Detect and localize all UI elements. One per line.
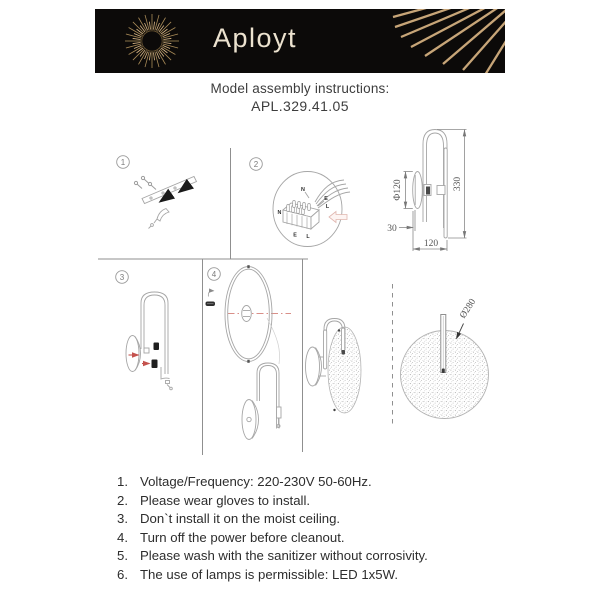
svg-text:2: 2 bbox=[253, 160, 259, 169]
svg-text:L: L bbox=[325, 204, 330, 210]
svg-text:Φ120: Φ120 bbox=[393, 179, 403, 201]
model-number: APL.329.41.05 bbox=[251, 98, 349, 114]
dimension-drawing bbox=[387, 130, 466, 252]
item-number: 4. bbox=[117, 529, 128, 545]
svg-text:3: 3 bbox=[119, 273, 125, 282]
list-item bbox=[117, 510, 428, 529]
step4-ring-drawing bbox=[206, 265, 292, 439]
list-item bbox=[117, 529, 428, 548]
svg-text:E: E bbox=[324, 196, 328, 202]
assembled-lamp-drawing bbox=[306, 319, 362, 414]
step1-bracket-drawing bbox=[134, 176, 196, 228]
item-number: 5. bbox=[117, 548, 128, 564]
svg-text:Ø280: Ø280 bbox=[458, 297, 479, 321]
step2-wiring-drawing bbox=[273, 172, 350, 247]
step4-badge bbox=[208, 268, 221, 281]
item-text: Turn off the power before cleanout. bbox=[140, 529, 345, 545]
svg-text:1: 1 bbox=[120, 158, 126, 167]
item-text: Voltage/Frequency: 220-230V 50-60Hz. bbox=[140, 474, 372, 489]
svg-text:L: L bbox=[306, 234, 310, 240]
instruction-list bbox=[117, 473, 428, 585]
svg-text:N: N bbox=[277, 210, 282, 216]
svg-text:N: N bbox=[301, 187, 305, 193]
item-number: 1. bbox=[117, 474, 128, 489]
list-item bbox=[117, 473, 428, 492]
list-item bbox=[117, 547, 428, 566]
step3-badge bbox=[116, 271, 129, 284]
item-text: Don`t install it on the moist ceiling. bbox=[140, 511, 341, 527]
svg-text:330: 330 bbox=[453, 176, 463, 192]
list-item bbox=[117, 492, 428, 511]
list-item bbox=[117, 566, 428, 585]
step3-lamp-drawing bbox=[126, 292, 172, 390]
step2-badge bbox=[250, 158, 263, 171]
step1-badge bbox=[117, 156, 130, 169]
svg-text:E: E bbox=[293, 232, 297, 239]
item-number: 2. bbox=[117, 492, 128, 508]
item-number: 3. bbox=[117, 511, 128, 527]
svg-text:120: 120 bbox=[423, 239, 439, 249]
brand-name: Aployt bbox=[213, 23, 298, 53]
page-title: Model assembly instructions: bbox=[210, 81, 390, 96]
item-text: Please wear gloves to install. bbox=[140, 492, 311, 508]
svg-text:4: 4 bbox=[211, 270, 217, 279]
item-text: The use of lamps is permissible: LED 1x5W. bbox=[140, 566, 398, 582]
svg-text:30: 30 bbox=[387, 224, 397, 234]
item-number: 6. bbox=[117, 566, 128, 582]
item-text: Please wash with the sanitizer without corrosivity. bbox=[140, 548, 428, 564]
shade-front-drawing bbox=[401, 297, 489, 418]
